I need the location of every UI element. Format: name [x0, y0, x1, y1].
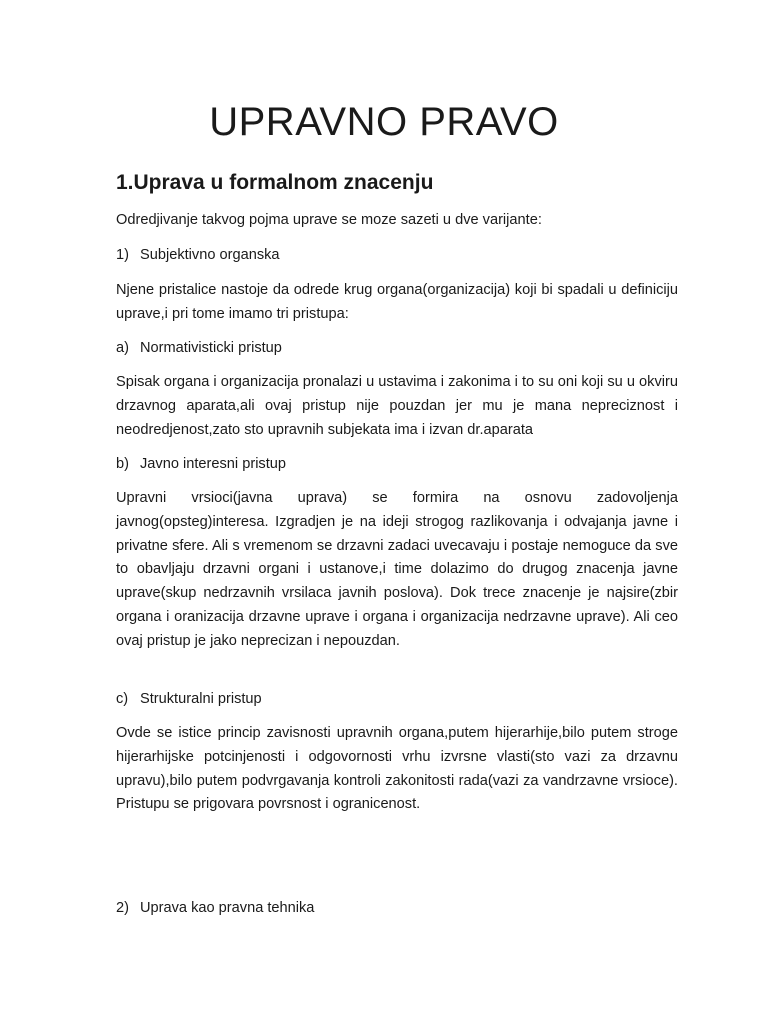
paragraph-1: Njene pristalice nastoje da odrede krug organa(organizacija) koji bi spadali u definiciju uprave,i pri tome imamo tri pristupa: — [116, 282, 678, 322]
intro-paragraph: Odredjivanje takvog pojma uprave se moze sazeti u dve varijante: — [116, 212, 542, 228]
list-item-2 — [116, 897, 314, 921]
paragraph-b: Upravni vrsioci(javna uprava) se formira na osnovu zadovoljenja javnog(opsteg)interesa. Izgradjen je na ideji strogog razlikovanja i odvajanja javne i privatne sfere. Ali s vremenom se drzavni zadaci uvecavaju i postaje nemoguce da sve to obavljaju drzavni organi i ustanove,i time dolazimo do drugog znacenja javne uprave(skup nedrzavnih vrsilaca javnih poslova). Dok trece znacenje je najsire(zbir organa i oranizacija drzavne uprave i organa i organizacija nedrzavne uprave). Ali ceo ovaj pristup je jako neprecizan i nepouzdan. — [116, 490, 678, 649]
list-item-2-label: Uprava kao pravna tehnika — [140, 900, 315, 916]
section-heading: 1.Uprava u formalnom znacenju — [116, 171, 434, 194]
list-item-b-letter: b) — [116, 456, 129, 472]
list-item-c-label: Strukturalni pristup — [140, 691, 262, 707]
list-item-1-number: 1) — [116, 247, 129, 263]
list-item-b-label: Javno interesni pristup — [140, 456, 287, 472]
list-item-a-letter: a) — [116, 340, 129, 356]
list-item-b — [116, 453, 286, 477]
list-item-a — [116, 337, 282, 361]
paragraph-a: Spisak organa i organizacija pronalazi u ustavima i zakonima i to su oni koji su u okviru drzavnog aparata,ali ovaj pristup nije pouzdan jer mu je mana nepreciznost i neodredjenost,zato sto upravnih subjekata ima i izvan dr.aparata — [116, 374, 678, 438]
document-title: UPRAVNO PRAVO — [209, 100, 559, 144]
list-item-1 — [116, 244, 280, 268]
list-item-1-label: Subjektivno organska — [140, 247, 280, 263]
list-item-a-label: Normativisticki pristup — [140, 340, 282, 356]
list-item-c-letter: c) — [116, 691, 129, 707]
list-item-2-number: 2) — [116, 900, 129, 916]
list-item-c — [116, 688, 262, 712]
paragraph-c: Ovde se istice princip zavisnosti upravnih organa,putem hijerarhije,bilo putem stroge hijerarhijske potcinjenosti i odgovornosti vrhu izvrsne vlasti(sto vazi za drzavnu upravu),bilo putem podvrgavanja kontroli zakonitosti rada(vazi za vandrzavne vrsioce). Pristupu se prigovara povrsnost i ogranicenost. — [116, 725, 678, 813]
